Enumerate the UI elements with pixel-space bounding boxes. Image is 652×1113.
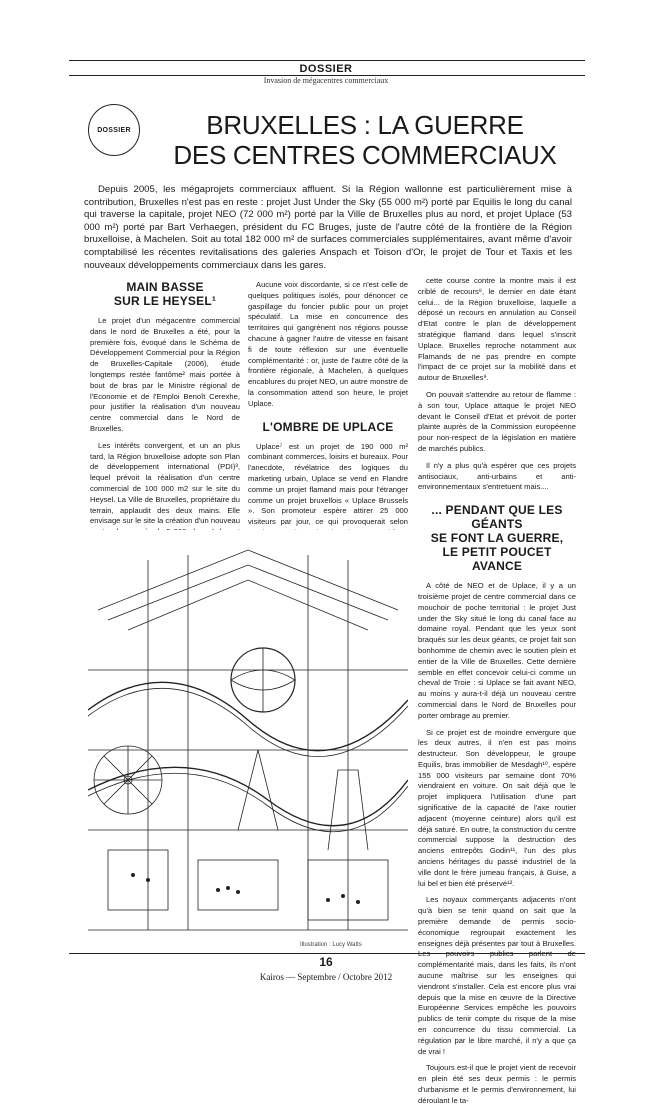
col3-paragraph-1: cette course contre la montre mais il est criblé de recours⁸, le dernier en date étant celui... de la Région bruxelloise, laquelle a déposé un recours en annulation au Conseil d'Etat contre le plan de développement stratégique flamand dans lequel s'inscrit Uplace. Bruxelles reproche notamment aux Flamands de ne pas prendre en compte l'impact de ce projet sur la mobilité dans et autour de Bruxelles⁹.	[418, 276, 576, 383]
heading-ombre-uplace: L'OMBRE DE UPLACE	[262, 419, 394, 434]
heading-main-basse-line-1: MAIN BASSE	[126, 280, 204, 294]
col3-paragraph-5: Si ce projet est de moindre envergure que les deux autres, il n'en est pas moins destructeur. Son développeur, le groupe Equilis, bras immobilier de Mesdagh¹⁰, espère 155 000 visiteurs par semaine dont 70% viendraient en voiture. On sait déjà que le projet impliquera l'utilisation d'une part significative de la capacité de l'axe routier adjacent (moyenne ceinture) alors qu'il est déjà saturé. En outre, la construction du centre commercial suppose la destruction des anciens entrepôts Godin¹¹, l'un des plus anciens héritages du passé industriel de la ville dont le frère jumeau français, à Guise, a lui bel et bien été préservé¹².	[418, 727, 576, 888]
title-line-1: BRUXELLES : LA GUERRE	[206, 110, 524, 140]
heading-petit-poucet-line-2: SE FONT LA GUERRE,	[430, 531, 564, 546]
footer-text: Kairos — Septembre / Octobre 2012	[259, 972, 393, 982]
heading-main-basse	[90, 280, 240, 308]
col3-paragraph-7: Toujours est-il que le projet vient de recevoir en plein été ses deux permis : le permis d'urbanisme et le permis d'environnement, lui déroulant le ta-	[418, 1063, 576, 1105]
heading-main-basse-line-2: SUR LE HEYSEL¹	[113, 294, 217, 308]
column-3	[418, 276, 576, 1113]
col1-paragraph-2: Les intérêts convergent, et un an plus tard, la Région bruxelloise adopte son Plan de développement international (PDI)³, lequel prévoit la réalisation d'un centre commercial de 100 000 m2 sur le site du Heysel. La Ville de Bruxelles, propriétaire du terrain, applaudit des deux mains. Elle envisage sur le site la création d'un nouveau	[90, 440, 240, 526]
footer-rule	[69, 953, 585, 954]
heading-petit-poucet-line-3: LE PETIT POUCET AVANCE	[442, 545, 552, 574]
col3-paragraph-3: Il n'y a plus qu'à espérer que ces projets antisociaux, anti-urbains et anti-environnementaux s'entretuent mais....	[418, 460, 576, 492]
col2-paragraph-1: Aucune voix discordante, si ce n'est celle de quelques politiques isolés, pour dénoncer ce gaspillage du foncier public pour un projet spéculatif. La mise en concurrence des territoires qui gangrènent nos régions pousse chacune à gagner l'autre de vitesse en faisant fi de toute réflexion sur une éventuelle complémentarité : or, juste de l'autre côté de la frontière régionale, à Machelen, à quelques encablures du projet NEO, un autre monstre de la consommation attend son heure, le projet Uplace.	[248, 280, 408, 408]
article-title	[150, 110, 580, 170]
col3-paragraph-6: Les noyaux commerçants adjacents n'ont qu'à bien se tenir quand on sait que la première demande de permis socio-économique regroupait exactement les enseignes déjà présentes par tout à Bruxelles. Les pouvoirs publics parlent de complémentarité mais, dans les faits, ils n'ont aucune maîtrise sur les enseignes qui viendront s'installer. Cela est encore plus vrai depuis que la mise en œuvre de la Directive Européenne Services empêche les pouvoirs publics de tenir compte du risque de la mise en concurrence du tissu commercial. La régulation par le libre marché, il n'y a que ça de vrai !	[418, 895, 576, 1056]
dossier-badge-label: DOSSIER	[97, 126, 131, 134]
title-line-2: DES CENTRES COMMERCIAUX	[173, 140, 557, 170]
section-subtitle: Invasion de mégacentres commerciaux	[263, 76, 389, 85]
mall-illustration-drawing	[88, 530, 408, 942]
lead-paragraph: Depuis 2005, les mégaprojets commerciaux affluent. Si la Région wallonne est particulièrement mise à contribution, Bruxelles n'est pas en reste : projet Just Under the Sky (55 000 m²) porté par Equilis le long du canal qui traverse la capitale, projet NEO (72 000 m²) porté par la Ville de Bruxelles plus au nord, et projet Uplace (53 000 m²) porté par Bart Verhaegen, président du FC Bruges, juste de l'autre côté de la frontière de la Région bruxelloise, à Machelen. Soit au total 182 000 m² de surfaces commerciales supplémentaires, avant même d'avoir comptabilisé les récentes revitalisations des galeries Anspach et Toison d'Or, le projet de Tour et Taxis et les nouveaux développements commerciaux dans les gares.	[84, 184, 572, 271]
illustration-credit: Illustration : Lucy Watts	[300, 942, 362, 948]
page-number: 16	[319, 955, 333, 969]
header-rule-top	[69, 60, 585, 61]
col3-paragraph-4: A côté de NEO et de Uplace, il y a un troisième projet de centre commercial dans ce mouchoir de poche territorial : le projet Just under the Sky situé le long du canal face au domaine royal. Pendant que les yeux sont braqués sur les deux géants, ce projet fait son bonhomme de chemin avec le soutien plein et entier de la Ville de Bruxelles. Cette dernière semble en effet concevoir celui-ci comme un cheval de Troie : si Uplace se fait avant NEO, au moins y aura-t-il déjà un nouveau centre commercial dans le Nord de Bruxelles pour porter ombrage au premier.	[418, 581, 576, 720]
mall-illustration	[88, 530, 408, 942]
col2-paragraph-2: Uplace⁷ est un projet de 190 000 m² combinant commerces, loisirs et bureaux. Pour l'anecdote, révélatrice des logiques du marketing urbain, Uplace se vend en Flandre comme un projet flamand mais pour l'étranger comme un projet bruxellois « Uplace Brussels ». Son promoteur espère attirer 25 000 visiteurs par jour, ce qui provoquerait selon	[248, 441, 408, 527]
section-label: DOSSIER	[299, 63, 353, 75]
col3-paragraph-2: On pouvait s'attendre au retour de flamme : à son tour, Uplace attaque le projet NEO devant le Conseil d'Etat et prévoit de porter plainte auprès de la Commission européenne pour non-respect de la législation en matière de marchés publics.	[418, 389, 576, 453]
col1-paragraph-1: Le projet d'un mégacentre commercial dans le nord de Bruxelles a été, pour la première fois, évoqué dans le Schéma de Développement Commercial pour la Région de Bruxelles-Capitale (2006), étude longtemps restée fantôme² mais portée à bout de bras par le Ministre régional de l'Economie et de l'Emploi Benoît Cerexhe, pour justifier la réalisation d'un nouveau centre commercial dans le Nord de Bruxelles.	[90, 316, 240, 433]
heading-petit-poucet	[418, 503, 576, 573]
dossier-badge	[88, 104, 140, 156]
heading-petit-poucet-line-1: ... PENDANT QUE LES GÉANTS	[431, 503, 563, 532]
